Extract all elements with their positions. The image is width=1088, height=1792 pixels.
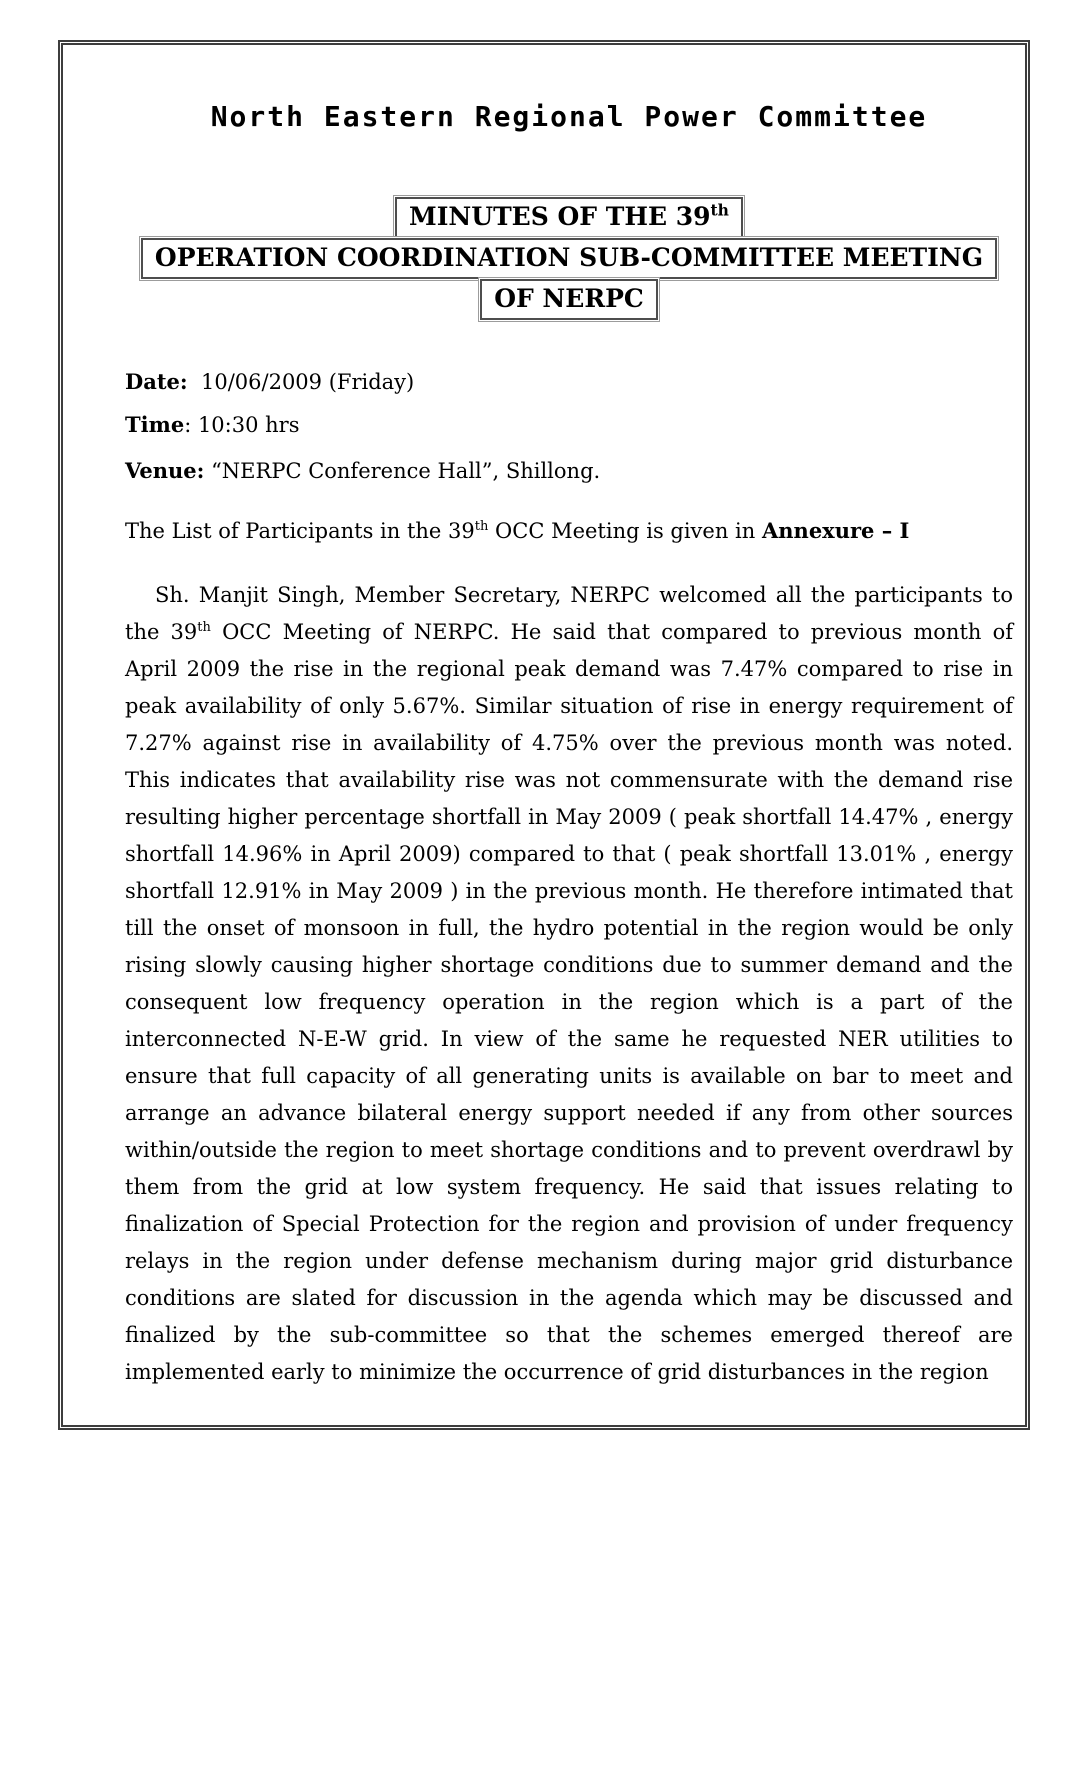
time-label: Time (125, 412, 185, 437)
meeting-meta (125, 370, 1013, 483)
heading-row-2 (125, 238, 1013, 279)
heading-row-1 (125, 197, 1013, 238)
body-paragraph: Sh. Manjit Singh, Member Secretary, NERPC welcomed all the participants to the 39th OCC Meeting of NERPC. He said that compared to previous month of April 2009 the rise in the regional peak demand was 7.47% compared to rise in peak availability of only 5.67%. Similar situation of rise in energy requirement of 7.27% against rise in availability of 4.75% over the previous month was noted. This indicates that availability rise was not commensurate with the demand rise resulting higher percentage shortfall in May 2009 ( peak shortfall 14.47% , energy shortfall 14.96% in April 2009) compared to that ( peak shortfall 13.01% , energy shortfall 12.91% in May 2009 ) in the previous month. He therefore intimated that till the onset of monsoon in full, the hydro potential in the region would be only rising slowly causing higher shortage conditions due to summer demand and the consequent low frequency operation in the region which is a part of the interconnected N-E-W grid. In view of the same he requested NER utilities to ensure that full capacity of all generating units is available on bar to meet and arrange an advance bilateral energy support needed if any from other sources within/outside the region to meet shortage conditions and to prevent overdrawl by them from the grid at low system frequency. He said that issues relating to finalization of Special Protection for the region and provision of under frequency relays in the region under defense mechanism during major grid disturbance conditions are slated for discussion in the agenda which may be discussed and finalized by the sub-committee so that the schemes emerged thereof are implemented early to minimize the occurrence of grid disturbances in the region (125, 583, 1013, 1384)
date-value: 10/06/2009 (Friday) (187, 370, 415, 394)
venue-line (125, 459, 1013, 483)
page-border-frame (58, 40, 1030, 1430)
date-label: Date: (125, 369, 188, 394)
document-title: North Eastern Regional Power Committee (210, 100, 928, 133)
time-value: : 10:30 hrs (184, 413, 300, 437)
venue-value: “NERPC Conference Hall”, Shillong. (204, 459, 601, 483)
heading-group (125, 197, 1013, 320)
venue-label: Venue: (125, 458, 205, 483)
participants-annexure-line: The List of Participants in the 39th OCC Meeting is given in Annexure – I (125, 518, 910, 543)
time-line (125, 413, 1013, 437)
heading-box-minutes: MINUTES OF THE 39th (395, 197, 743, 238)
date-line (125, 370, 1013, 394)
heading-box-operation-coordination: OPERATION COORDINATION SUB-COMMITTEE MEETING (141, 238, 997, 279)
heading-box-of-nerpc: OF NERPC (480, 279, 658, 320)
heading-row-3 (125, 279, 1013, 320)
